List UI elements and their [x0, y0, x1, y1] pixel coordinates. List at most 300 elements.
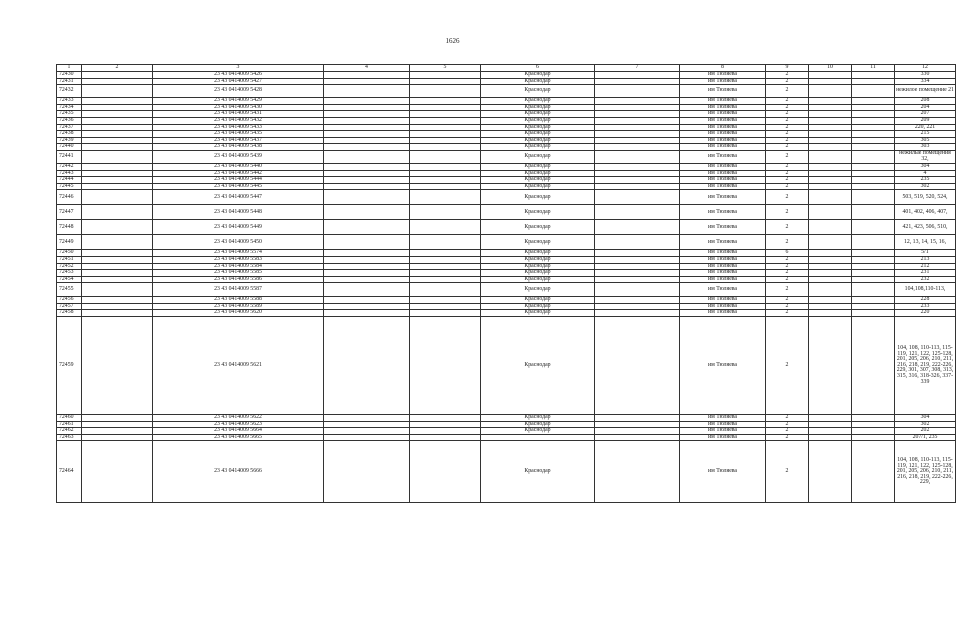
- cell-col-2: [82, 276, 153, 283]
- cell-col-8: им Тюляева: [680, 205, 766, 220]
- cell-col-6: Краснодар: [481, 131, 595, 138]
- cell-col-8: им Тюляева: [680, 250, 766, 257]
- cell-col-4: [324, 256, 410, 263]
- table-row: [57, 283, 956, 297]
- cell-col-9: 2: [766, 421, 809, 428]
- cell-col-9: 2: [766, 256, 809, 263]
- cell-col-7: [595, 220, 680, 235]
- cell-col-3: 23 43 0414009 5450: [153, 235, 324, 250]
- cell-col-10: [809, 131, 852, 138]
- cell-col-4: [324, 183, 410, 190]
- cell-col-2: [82, 72, 153, 79]
- cell-col-4: [324, 144, 410, 151]
- cell-col-10: [809, 270, 852, 277]
- table-row: [57, 111, 956, 118]
- cell-col-11: [852, 434, 895, 441]
- cell-col-5: [410, 170, 481, 177]
- cell-col-4: [324, 276, 410, 283]
- register-table: [56, 64, 956, 503]
- cell-col-5: [410, 317, 481, 415]
- table-row: [57, 250, 956, 257]
- cell-col-1: 72450: [57, 250, 82, 257]
- cell-col-6: Краснодар: [481, 98, 595, 105]
- cell-col-11: [852, 303, 895, 310]
- cell-col-12: 207/1, 235: [895, 434, 956, 441]
- cell-col-12: 104,108,110-113,: [895, 283, 956, 297]
- cell-col-8: им Тюляева: [680, 190, 766, 205]
- cell-col-1: 72441: [57, 150, 82, 163]
- cell-col-3: 23 43 0414009 5428: [153, 85, 324, 98]
- cell-col-8: им Тюляева: [680, 104, 766, 111]
- cell-col-1: 72461: [57, 421, 82, 428]
- cell-col-7: [595, 317, 680, 415]
- table-row: [57, 131, 956, 138]
- cell-col-1: 72442: [57, 163, 82, 170]
- table-row: [57, 310, 956, 317]
- cell-col-3: 23 43 0414009 5430: [153, 104, 324, 111]
- cell-col-8: им Тюляева: [680, 276, 766, 283]
- table-row: [57, 78, 956, 85]
- cell-col-7: [595, 283, 680, 297]
- cell-col-7: [595, 263, 680, 270]
- cell-col-7: [595, 85, 680, 98]
- cell-col-5: [410, 235, 481, 250]
- cell-col-2: [82, 303, 153, 310]
- cell-col-3: 23 43 0414009 5431: [153, 111, 324, 118]
- cell-col-11: [852, 263, 895, 270]
- column-number-cell: 4: [324, 65, 410, 72]
- cell-col-6: Краснодар: [481, 235, 595, 250]
- cell-col-3: 23 43 0414009 5574: [153, 250, 324, 257]
- cell-col-3: 23 43 0414009 5584: [153, 263, 324, 270]
- cell-col-12: 302: [895, 183, 956, 190]
- cell-col-6: Краснодар: [481, 263, 595, 270]
- cell-col-8: им Тюляева: [680, 421, 766, 428]
- cell-col-3: 23 43 0414009 5585: [153, 270, 324, 277]
- table-row: [57, 256, 956, 263]
- table-row: [57, 72, 956, 79]
- cell-col-9: 2: [766, 205, 809, 220]
- cell-col-7: [595, 297, 680, 304]
- cell-col-6: Краснодар: [481, 276, 595, 283]
- cell-col-11: [852, 276, 895, 283]
- cell-col-10: [809, 283, 852, 297]
- cell-col-6: Краснодар: [481, 421, 595, 428]
- cell-col-1: 72444: [57, 177, 82, 184]
- cell-col-4: [324, 263, 410, 270]
- cell-col-12: 207: [895, 111, 956, 118]
- cell-col-2: [82, 317, 153, 415]
- cell-col-7: [595, 78, 680, 85]
- cell-col-6: Краснодар: [481, 317, 595, 415]
- cell-col-11: [852, 85, 895, 98]
- cell-col-5: [410, 78, 481, 85]
- cell-col-9: 2: [766, 124, 809, 131]
- cell-col-9: 2: [766, 270, 809, 277]
- cell-col-10: [809, 235, 852, 250]
- cell-col-8: им Тюляева: [680, 283, 766, 297]
- cell-col-7: [595, 205, 680, 220]
- cell-col-7: [595, 235, 680, 250]
- cell-col-2: [82, 310, 153, 317]
- cell-col-10: [809, 137, 852, 144]
- cell-col-8: им Тюляева: [680, 72, 766, 79]
- cell-col-1: 72453: [57, 270, 82, 277]
- cell-col-10: [809, 177, 852, 184]
- cell-col-2: [82, 190, 153, 205]
- cell-col-8: им Тюляева: [680, 177, 766, 184]
- cell-col-5: [410, 144, 481, 151]
- cell-col-4: [324, 190, 410, 205]
- cell-col-1: 72435: [57, 111, 82, 118]
- cell-col-8: им Тюляева: [680, 303, 766, 310]
- cell-col-7: [595, 170, 680, 177]
- cell-col-1: 72443: [57, 170, 82, 177]
- cell-col-11: [852, 98, 895, 105]
- cell-col-10: [809, 111, 852, 118]
- cell-col-12: 421, 423, 506, 510,: [895, 220, 956, 235]
- cell-col-12: 304: [895, 415, 956, 422]
- cell-col-4: [324, 72, 410, 79]
- cell-col-4: [324, 317, 410, 415]
- cell-col-10: [809, 276, 852, 283]
- cell-col-2: [82, 183, 153, 190]
- cell-col-11: [852, 428, 895, 435]
- cell-col-3: 23 43 0414009 5435: [153, 131, 324, 138]
- cell-col-5: [410, 163, 481, 170]
- cell-col-1: 72460: [57, 415, 82, 422]
- cell-col-1: 72452: [57, 263, 82, 270]
- cell-col-9: 2: [766, 428, 809, 435]
- cell-col-12: 304: [895, 163, 956, 170]
- cell-col-8: им Тюляева: [680, 163, 766, 170]
- cell-col-12: нежилое помещение 21: [895, 85, 956, 98]
- cell-col-3: 23 43 0414009 5445: [153, 183, 324, 190]
- cell-col-8: им Тюляева: [680, 131, 766, 138]
- cell-col-12: 215: [895, 131, 956, 138]
- cell-col-2: [82, 170, 153, 177]
- cell-col-1: 72459: [57, 317, 82, 415]
- cell-col-11: [852, 72, 895, 79]
- cell-col-9: 2: [766, 297, 809, 304]
- cell-col-2: [82, 235, 153, 250]
- cell-col-2: [82, 78, 153, 85]
- cell-col-2: [82, 131, 153, 138]
- cell-col-9: 2: [766, 434, 809, 441]
- cell-col-1: 72448: [57, 220, 82, 235]
- cell-col-12: 401, 402, 406, 407,: [895, 205, 956, 220]
- cell-col-6: Краснодар: [481, 163, 595, 170]
- cell-col-10: [809, 144, 852, 151]
- cell-col-4: [324, 421, 410, 428]
- cell-col-11: [852, 104, 895, 111]
- table-row: [57, 235, 956, 250]
- cell-col-1: 72457: [57, 303, 82, 310]
- cell-col-10: [809, 104, 852, 111]
- cell-col-2: [82, 137, 153, 144]
- table-row: [57, 104, 956, 111]
- cell-col-9: 2: [766, 310, 809, 317]
- cell-col-1: 72438: [57, 131, 82, 138]
- cell-col-2: [82, 163, 153, 170]
- cell-col-3: 23 43 0414009 5447: [153, 190, 324, 205]
- cell-col-3: 23 43 0414009 5666: [153, 441, 324, 503]
- cell-col-3: 23 43 0414009 5437: [153, 137, 324, 144]
- table-row: [57, 170, 956, 177]
- table-row: [57, 415, 956, 422]
- table-row: [57, 177, 956, 184]
- cell-col-11: [852, 177, 895, 184]
- cell-col-8: им Тюляева: [680, 428, 766, 435]
- cell-col-3: 23 43 0414009 5449: [153, 220, 324, 235]
- cell-col-5: [410, 124, 481, 131]
- table-row: [57, 441, 956, 503]
- cell-col-1: 72439: [57, 137, 82, 144]
- cell-col-6: Краснодар: [481, 137, 595, 144]
- cell-col-10: [809, 220, 852, 235]
- cell-col-4: [324, 111, 410, 118]
- cell-col-8: им Тюляева: [680, 310, 766, 317]
- cell-col-9: 2: [766, 163, 809, 170]
- cell-col-12: 220, 221: [895, 124, 956, 131]
- cell-col-4: [324, 297, 410, 304]
- cell-col-7: [595, 177, 680, 184]
- cell-col-6: Краснодар: [481, 205, 595, 220]
- cell-col-11: [852, 150, 895, 163]
- cell-col-8: им Тюляева: [680, 137, 766, 144]
- cell-col-9: 2: [766, 183, 809, 190]
- cell-col-1: 72451: [57, 256, 82, 263]
- cell-col-9: 2: [766, 441, 809, 503]
- cell-col-4: [324, 98, 410, 105]
- cell-col-11: [852, 256, 895, 263]
- cell-col-4: [324, 150, 410, 163]
- table-row: [57, 205, 956, 220]
- cell-col-10: [809, 150, 852, 163]
- cell-col-5: [410, 297, 481, 304]
- cell-col-9: 2: [766, 317, 809, 415]
- cell-col-9: 2: [766, 85, 809, 98]
- cell-col-9: 2: [766, 72, 809, 79]
- cell-col-8: им Тюляева: [680, 78, 766, 85]
- table-row: [57, 421, 956, 428]
- cell-col-12: 213: [895, 256, 956, 263]
- column-number-cell: 10: [809, 65, 852, 72]
- cell-col-3: 23 43 0414009 5664: [153, 428, 324, 435]
- cell-col-12: 220: [895, 310, 956, 317]
- cell-col-4: [324, 85, 410, 98]
- cell-col-6: Краснодар: [481, 117, 595, 124]
- cell-col-7: [595, 131, 680, 138]
- cell-col-7: [595, 303, 680, 310]
- cell-col-2: [82, 111, 153, 118]
- column-number-cell: 11: [852, 65, 895, 72]
- cell-col-10: [809, 205, 852, 220]
- cell-col-6: Краснодар: [481, 297, 595, 304]
- cell-col-6: Краснодар: [481, 310, 595, 317]
- cell-col-12: нежилые помещения 32,: [895, 150, 956, 163]
- cell-col-5: [410, 270, 481, 277]
- cell-col-4: [324, 303, 410, 310]
- cell-col-6: Краснодар: [481, 144, 595, 151]
- cell-col-7: [595, 111, 680, 118]
- cell-col-7: [595, 117, 680, 124]
- cell-col-3: 23 43 0414009 5620: [153, 310, 324, 317]
- cell-col-9: 2: [766, 137, 809, 144]
- cell-col-6: Краснодар: [481, 183, 595, 190]
- cell-col-11: [852, 190, 895, 205]
- cell-col-1: 72433: [57, 98, 82, 105]
- cell-col-2: [82, 421, 153, 428]
- cell-col-7: [595, 415, 680, 422]
- cell-col-12: 235: [895, 177, 956, 184]
- cell-col-1: 72445: [57, 183, 82, 190]
- cell-col-5: [410, 283, 481, 297]
- table-row: [57, 85, 956, 98]
- cell-col-4: [324, 428, 410, 435]
- cell-col-10: [809, 297, 852, 304]
- cell-col-2: [82, 297, 153, 304]
- cell-col-2: [82, 144, 153, 151]
- cell-col-7: [595, 250, 680, 257]
- cell-col-6: Краснодар: [481, 270, 595, 277]
- cell-col-12: 5/1: [895, 250, 956, 257]
- cell-col-3: 23 43 0414009 5429: [153, 98, 324, 105]
- cell-col-3: 23 43 0414009 5440: [153, 163, 324, 170]
- cell-col-5: [410, 98, 481, 105]
- cell-col-4: [324, 117, 410, 124]
- cell-col-9: 2: [766, 104, 809, 111]
- cell-col-1: 72463: [57, 434, 82, 441]
- cell-col-9: 2: [766, 144, 809, 151]
- cell-col-11: [852, 235, 895, 250]
- cell-col-10: [809, 72, 852, 79]
- cell-col-7: [595, 434, 680, 441]
- cell-col-1: 72464: [57, 441, 82, 503]
- cell-col-10: [809, 98, 852, 105]
- cell-col-2: [82, 124, 153, 131]
- cell-col-12: 212: [895, 263, 956, 270]
- cell-col-6: Краснодар: [481, 303, 595, 310]
- cell-col-12: 104, 108, 110-113, 115-119, 121, 122, 125-128, 201, 205, 206, 210, 211, 216, 218, 219, 222-226, 229, 301, 307, 308, 313, 315, 316, 318-326, 337-339: [895, 317, 956, 415]
- cell-col-8: им Тюляева: [680, 124, 766, 131]
- cell-col-8: им Тюляева: [680, 317, 766, 415]
- column-number-cell: 9: [766, 65, 809, 72]
- cell-col-7: [595, 98, 680, 105]
- cell-col-3: 23 43 0414009 5623: [153, 421, 324, 428]
- cell-col-5: [410, 220, 481, 235]
- table-row: [57, 303, 956, 310]
- cell-col-5: [410, 276, 481, 283]
- cell-col-6: Краснодар: [481, 72, 595, 79]
- table-row: [57, 150, 956, 163]
- cell-col-5: [410, 190, 481, 205]
- column-number-cell: 2: [82, 65, 153, 72]
- cell-col-12: 305: [895, 137, 956, 144]
- cell-col-5: [410, 205, 481, 220]
- cell-col-8: им Тюляева: [680, 144, 766, 151]
- cell-col-12: 208: [895, 98, 956, 105]
- cell-col-6: Краснодар: [481, 415, 595, 422]
- cell-col-12: 334: [895, 78, 956, 85]
- cell-col-11: [852, 283, 895, 297]
- cell-col-1: 72455: [57, 283, 82, 297]
- cell-col-4: [324, 124, 410, 131]
- cell-col-3: 23 43 0414009 5444: [153, 177, 324, 184]
- cell-col-2: [82, 283, 153, 297]
- cell-col-5: [410, 310, 481, 317]
- cell-col-5: [410, 434, 481, 441]
- cell-col-11: [852, 270, 895, 277]
- cell-col-11: [852, 310, 895, 317]
- column-number-cell: 1: [57, 65, 82, 72]
- cell-col-5: [410, 250, 481, 257]
- cell-col-11: [852, 111, 895, 118]
- cell-col-9: 2: [766, 263, 809, 270]
- cell-col-11: [852, 144, 895, 151]
- cell-col-11: [852, 297, 895, 304]
- cell-col-7: [595, 137, 680, 144]
- cell-col-5: [410, 183, 481, 190]
- cell-col-3: 23 43 0414009 5438: [153, 144, 324, 151]
- cell-col-8: им Тюляева: [680, 297, 766, 304]
- cell-col-10: [809, 256, 852, 263]
- cell-col-2: [82, 428, 153, 435]
- cell-col-11: [852, 441, 895, 503]
- cell-col-9: 2: [766, 78, 809, 85]
- cell-col-8: им Тюляева: [680, 111, 766, 118]
- cell-col-6: Краснодар: [481, 78, 595, 85]
- cell-col-7: [595, 72, 680, 79]
- cell-col-4: [324, 415, 410, 422]
- cell-col-6: Краснодар: [481, 170, 595, 177]
- cell-col-8: им Тюляева: [680, 263, 766, 270]
- cell-col-5: [410, 85, 481, 98]
- cell-col-1: 72454: [57, 276, 82, 283]
- cell-col-3: 23 43 0414009 5621: [153, 317, 324, 415]
- table-row: [57, 124, 956, 131]
- cell-col-3: 23 43 0414009 5433: [153, 124, 324, 131]
- cell-col-6: Краснодар: [481, 256, 595, 263]
- column-number-cell: 5: [410, 65, 481, 72]
- page-number: 1626: [445, 37, 460, 45]
- cell-col-7: [595, 276, 680, 283]
- cell-col-11: [852, 163, 895, 170]
- cell-col-9: 2: [766, 415, 809, 422]
- cell-col-3: 23 43 0414009 5665: [153, 434, 324, 441]
- cell-col-4: [324, 104, 410, 111]
- cell-col-12: 12, 13, 14, 15, 16,: [895, 235, 956, 250]
- cell-col-8: им Тюляева: [680, 415, 766, 422]
- column-number-row: [57, 65, 956, 72]
- cell-col-11: [852, 78, 895, 85]
- cell-col-9: 2: [766, 98, 809, 105]
- cell-col-1: 72436: [57, 117, 82, 124]
- cell-col-9: 2: [766, 235, 809, 250]
- cell-col-5: [410, 150, 481, 163]
- cell-col-2: [82, 85, 153, 98]
- cell-col-9: 2: [766, 283, 809, 297]
- cell-col-3: 23 43 0414009 5588: [153, 297, 324, 304]
- cell-col-2: [82, 434, 153, 441]
- cell-col-7: [595, 270, 680, 277]
- cell-col-6: Краснодар: [481, 177, 595, 184]
- cell-col-3: 23 43 0414009 5622: [153, 415, 324, 422]
- cell-col-6: Краснодар: [481, 428, 595, 435]
- cell-col-3: 23 43 0414009 5427: [153, 78, 324, 85]
- cell-col-5: [410, 256, 481, 263]
- cell-col-2: [82, 205, 153, 220]
